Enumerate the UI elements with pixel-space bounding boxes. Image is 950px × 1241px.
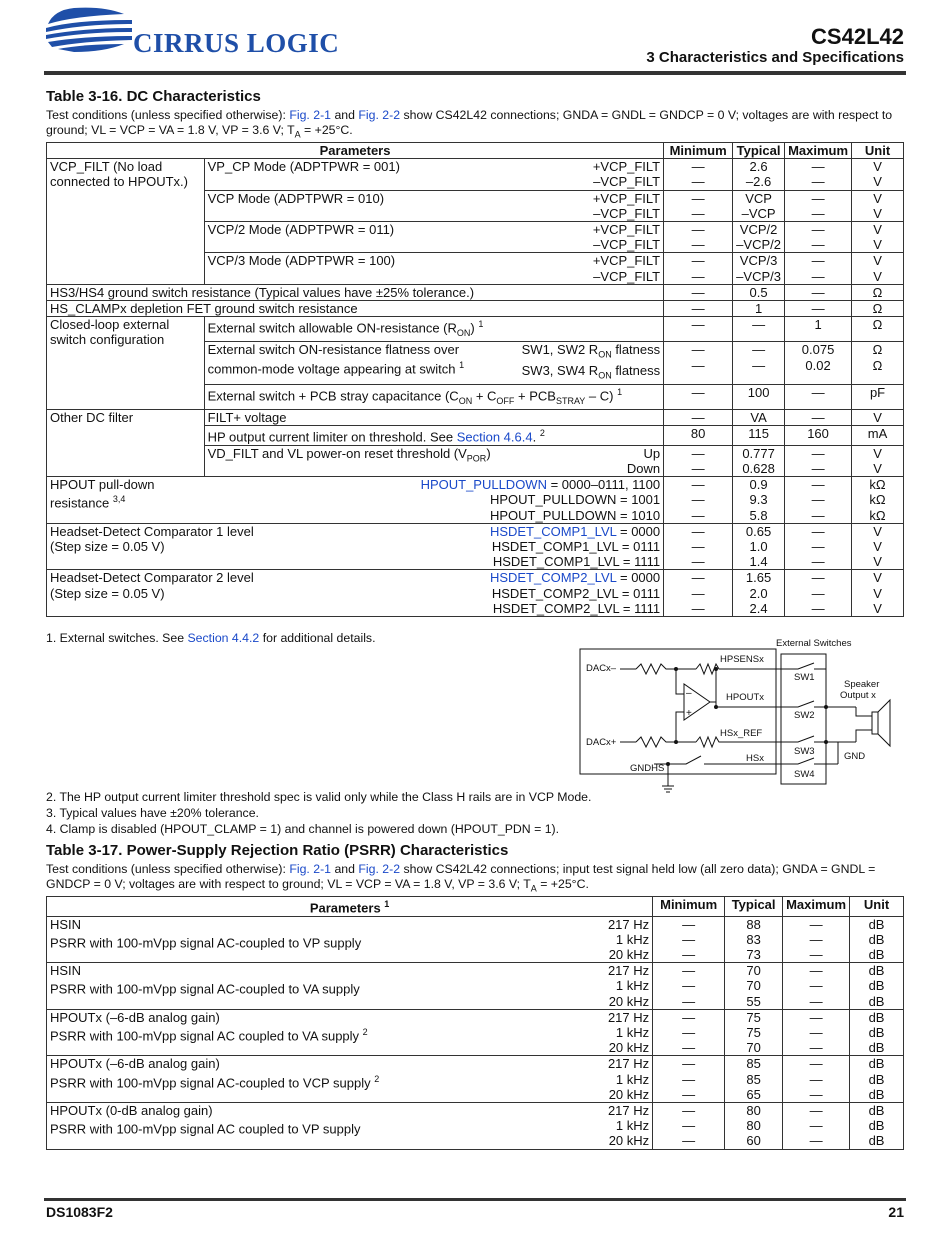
col-unit: Unit <box>852 143 904 159</box>
table-row: HP output current limiter on threshold. See Section 4.6.4. $^2$ 80 115 160 mA <box>47 426 904 446</box>
table-row: HPOUTx (–6-dB analog gain) PSRR with 100-mVpp signal AC coupled to VA supply $^2$ 217 Hz 1 kHz 20 kHz — — — 75 75 70 — — — dB dB dB <box>47 1009 904 1056</box>
section-4-6-4-link[interactable]: Section 4.6.4 <box>456 429 533 445</box>
col-maximum: Maximum <box>783 897 850 917</box>
table16-conditions: Test conditions (unless specified otherwise): Fig. 2-1 and Fig. 2-2 show CS42L42 connections; GNDA = GNDL = GNDCP = 0 V; voltages are with respect to ground; VL = VCP = VA = 1.8 V, VP = 3.6 V; $T_A = +25^\circ C$. <box>46 108 893 140</box>
table-header-row <box>47 143 904 159</box>
svg-text:–: – <box>686 688 692 699</box>
svg-text:SW4: SW4 <box>794 769 815 780</box>
table-row: VCP/2 Mode (ADPTPWR = 011) +VCP_FILT –VCP_FILT — — VCP/2 –VCP/2 — — V V <box>47 222 904 253</box>
fig-2-2-link[interactable]: Fig. 2-2 <box>358 108 401 122</box>
svg-text:GNDHS: GNDHS <box>630 763 665 774</box>
table-row: HS3/HS4 ground switch resistance (Typical values have ±25% tolerance.) — 0.5 — Ω <box>47 284 904 300</box>
footnote-1: 1. External switches. See Section 4.4.2 for additional details. <box>46 631 376 645</box>
table-row: Closed-loop external switch configuration External switch allowable ON-resistance $(R_{ON})$ $^1$ — — 1 Ω <box>47 317 904 342</box>
hsdet-comp2-link[interactable]: HSDET_COMP2_LVL <box>489 570 617 586</box>
dc-characteristics-table <box>46 142 904 617</box>
svg-text:DACx–: DACx– <box>586 663 617 674</box>
hpout-pulldown-link[interactable]: HPOUT_PULLDOWN <box>420 477 547 493</box>
other-dc-group-label: Other DC filter <box>47 410 205 477</box>
hsdet-comp1-link[interactable]: HSDET_COMP1_LVL <box>489 523 617 539</box>
col-unit: Unit <box>850 897 904 917</box>
table-row: HSIN PSRR with 100-mVpp signal AC-coupled to VA supply 217 Hz 1 kHz 20 kHz — — — 70 70 55 — — — dB dB dB <box>47 963 904 1010</box>
table-row: HPOUTx (–6-dB analog gain) PSRR with 100-mVpp signal AC-coupled to VCP supply $^2$ 217 Hz 1 kHz 20 kHz — — — 85 85 65 — — — dB dB dB <box>47 1056 904 1103</box>
footnote-4: 4. Clamp is disabled (HPOUT_CLAMP = 1) and channel is powered down (HPOUT_PDN = 1). <box>46 822 560 836</box>
col-maximum: Maximum <box>785 143 852 159</box>
table-row: VCP Mode (ADPTPWR = 010) +VCP_FILT –VCP_FILT — — VCP –VCP — — V V <box>47 190 904 221</box>
fig-2-1-link[interactable]: Fig. 2-1 <box>289 108 332 122</box>
table-row: VCP_FILT (No load connected to HPOUTx.) VP_CP Mode (ADPTPWR = 001) +VCP_FILT –VCP_FILT — — 2.6 –2.6 — — V V <box>47 159 904 190</box>
col-minimum: Minimum <box>653 897 725 917</box>
svg-text:HPSENSx: HPSENSx <box>720 654 764 665</box>
table17-title: Table 3-17. Power-Supply Rejection Ratio (PSRR) Characteristics <box>46 842 509 859</box>
svg-text:+: + <box>686 708 692 719</box>
table-row: VCP/3 Mode (ADPTPWR = 100) +VCP_FILT –VCP_FILT — — VCP/3 –VCP/3 — — V V <box>47 253 904 284</box>
external-switch-diagram <box>576 634 906 794</box>
table-row: Other DC filter FILT+ voltage — VA — V <box>47 410 904 426</box>
svg-text:GND: GND <box>844 751 866 762</box>
section-4-4-2-link[interactable]: Section 4.4.2 <box>187 631 260 645</box>
ext-switches-label: External Switches <box>776 638 852 649</box>
table17-conditions: Test conditions (unless specified otherwise): Fig. 2-1 and Fig. 2-2 show CS42L42 connections; input test signal held low (all zero data); GNDA = GNDL = GNDCP = 0 V; voltages are with respect to ground; VL = VCP = VA = 1.8 V, VP = 3.6 V; $T_A = +25^\circ C$. <box>46 862 876 894</box>
table-header-row <box>47 897 904 917</box>
svg-text:Speaker: Speaker <box>844 679 880 690</box>
section-title: 3 Characteristics and Specifications <box>646 49 904 66</box>
svg-text:DACx+: DACx+ <box>586 737 617 748</box>
svg-text:SW2: SW2 <box>794 710 815 721</box>
table16-title: Table 3-16. DC Characteristics <box>46 88 261 105</box>
doc-id: DS1083F2 <box>46 1204 113 1220</box>
table-row: Headset-Detect Comparator 1 level (Step size = 0.05 V) HSDET_COMP1_LVL = 0000 HSDET_COMP1_LVL = 0111 HSDET_COMP1_LVL = 1111 — — — 0.65 1.0 1.4 — — — V V V <box>47 523 904 570</box>
table-row: HS_CLAMPx depletion FET ground switch resistance — 1 — Ω <box>47 301 904 317</box>
cirrus-logo-mark <box>44 4 136 54</box>
table-row: HSIN PSRR with 100-mVpp signal AC-coupled to VP supply 217 Hz 1 kHz 20 kHz — — — 88 83 73 — — — dB dB dB <box>47 916 904 963</box>
col-typical: Typical <box>725 897 783 917</box>
footnote-3: 3. Typical values have ±20% tolerance. <box>46 806 259 820</box>
vcp-filt-group-label: VCP_FILT (No load connected to HPOUTx.) <box>47 159 205 285</box>
page-number: 21 <box>888 1204 904 1220</box>
svg-text:HPOUTx: HPOUTx <box>726 692 764 703</box>
svg-text:SW1: SW1 <box>794 672 815 683</box>
header-rule <box>44 71 906 75</box>
closed-loop-group-label: Closed-loop external switch configuration <box>47 317 205 410</box>
svg-text:HSx_REF: HSx_REF <box>720 728 763 739</box>
svg-text:Output x: Output x <box>840 690 876 701</box>
fig-2-1-link[interactable]: Fig. 2-1 <box>289 862 332 876</box>
psrr-table <box>46 896 904 1150</box>
footnote-2: 2. The HP output current limiter threshold spec is valid only while the Class H rails are in VCP Mode. <box>46 790 592 804</box>
col-parameters: Parameters <box>47 143 664 159</box>
table-row: VD_FILT and VL power-on reset threshold $(V_{POR})$ Up Down — — 0.777 0.628 — — V V <box>47 445 904 476</box>
svg-text:SW3: SW3 <box>794 746 815 757</box>
table-row: External switch + PCB stray capacitance $(C_{ON} + C_{OFF} + PCB_{STRAY} - C)$ $^1$ — 100 — pF <box>47 384 904 409</box>
table-row: HPOUTx (0-dB analog gain) PSRR with 100-mVpp signal AC coupled to VP supply 217 Hz 1 kHz 20 kHz — — — 80 80 60 — — — dB dB dB <box>47 1102 904 1149</box>
table-row: Headset-Detect Comparator 2 level (Step size = 0.05 V) HSDET_COMP2_LVL = 0000 HSDET_COMP2_LVL = 0111 HSDET_COMP2_LVL = 1111 — — — 1.65 2.0 2.4 — — — V V V <box>47 570 904 617</box>
footer-rule <box>44 1198 906 1201</box>
col-parameters: Parameters $^1$ <box>47 897 653 917</box>
document-title: CS42L42 <box>811 24 904 49</box>
table-row: External switch ON-resistance flatness over common-mode voltage appearing at switch $^1$ SW1, SW2 $R_{ON}$ flatness SW3, SW4 $R_{ON}$ flatness — — — — 0.075 0.02 Ω Ω <box>47 342 904 385</box>
table-row: HPOUT pull-down resistance $^{3,4}$ HPOUT_PULLDOWN = 0000–0111, 1100 HPOUT_PULLDOWN = 1001 HPOUT_PULLDOWN = 1010 — — — 0.9 9.3 5.8 — — — kΩ kΩ kΩ <box>47 477 904 524</box>
svg-text:HSx: HSx <box>746 753 764 764</box>
col-typical: Typical <box>733 143 785 159</box>
fig-2-2-link[interactable]: Fig. 2-2 <box>358 862 401 876</box>
col-minimum: Minimum <box>664 143 733 159</box>
logo-text: CIRRUS LOGIC <box>133 28 340 58</box>
